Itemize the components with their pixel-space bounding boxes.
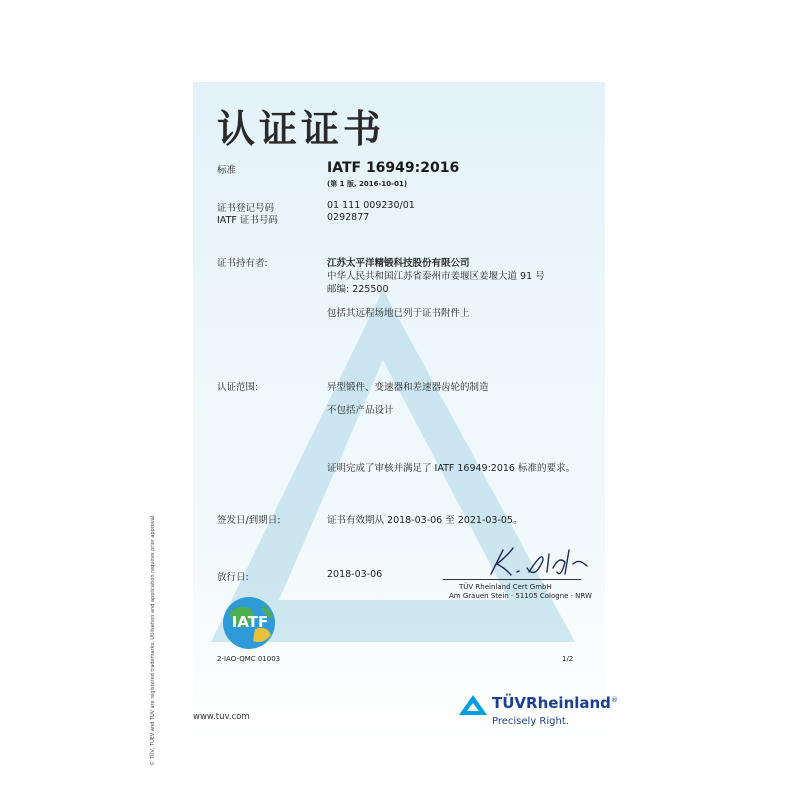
holder-address: 中华人民共和国江苏省泰州市姜堰区姜堰大道 91 号 <box>327 271 545 282</box>
issuer-address: Am Grauen Stein · 51105 Cologne · NRW <box>449 592 592 600</box>
iatf-code: 2-IAO-QMC 01003 <box>217 655 281 663</box>
holder-company: 江苏太平洋精锻科技股份有限公司 <box>327 258 470 269</box>
certificate-title: 认证证书 <box>217 107 386 151</box>
iatf-number-value: 0292877 <box>327 212 370 223</box>
certificate-sheet <box>193 82 618 740</box>
holder-label: 证书持有者: <box>217 258 268 269</box>
registered-mark: ® <box>610 696 618 704</box>
tuv-brand-name: TÜVRheinland® <box>492 694 618 712</box>
standard-edition: (第 1 版, 2016-10-01) <box>327 180 408 188</box>
scope-exclusion: 不包括产品设计 <box>327 405 394 416</box>
tuv-tagline: Precisely Right. <box>492 716 569 727</box>
registration-label: 证书登记号码 <box>217 203 275 214</box>
compliance-statement: 证明完成了审核并满足了 IATF 16949:2016 标准的要求。 <box>327 463 575 474</box>
iatf-logo-text: IATF <box>231 613 269 631</box>
registration-value: 01 111 009230/01 <box>327 200 415 211</box>
issue-date-value: 2018-03-06 <box>327 569 383 580</box>
signature <box>483 542 593 582</box>
page-number: 1/2 <box>562 655 574 663</box>
validity-label: 签发日/到期日: <box>217 515 281 526</box>
issuer-name: TÜV Rheinland Cert GmbH <box>459 583 552 591</box>
iatf-globe-logo <box>215 593 285 653</box>
validity-value: 证书有效期从 2018-03-06 至 2021-03-05。 <box>327 515 523 526</box>
holder-sites-note: 包括其远程场地已列于证书附件上 <box>327 308 470 319</box>
scope-value: 异型锻件、变速器和差速器齿轮的制造 <box>327 382 489 393</box>
scope-label: 认证范围: <box>217 382 259 393</box>
website-link[interactable]: www.tuv.com <box>193 712 250 722</box>
tuv-triangle-icon <box>457 693 489 717</box>
holder-postcode: 邮编: 225500 <box>327 284 389 295</box>
issue-date-label: 放行日: <box>217 572 249 583</box>
standard-value: IATF 16949:2016 <box>327 160 460 176</box>
trademark-side-note: © TÜV, TUEV and TUV are registered trademarks. Utilisation and application requires prior approval. <box>150 514 156 766</box>
signature-line <box>443 579 581 580</box>
standard-label: 标准 <box>217 165 237 176</box>
iatf-number-label: IATF 证书号码 <box>217 215 278 226</box>
